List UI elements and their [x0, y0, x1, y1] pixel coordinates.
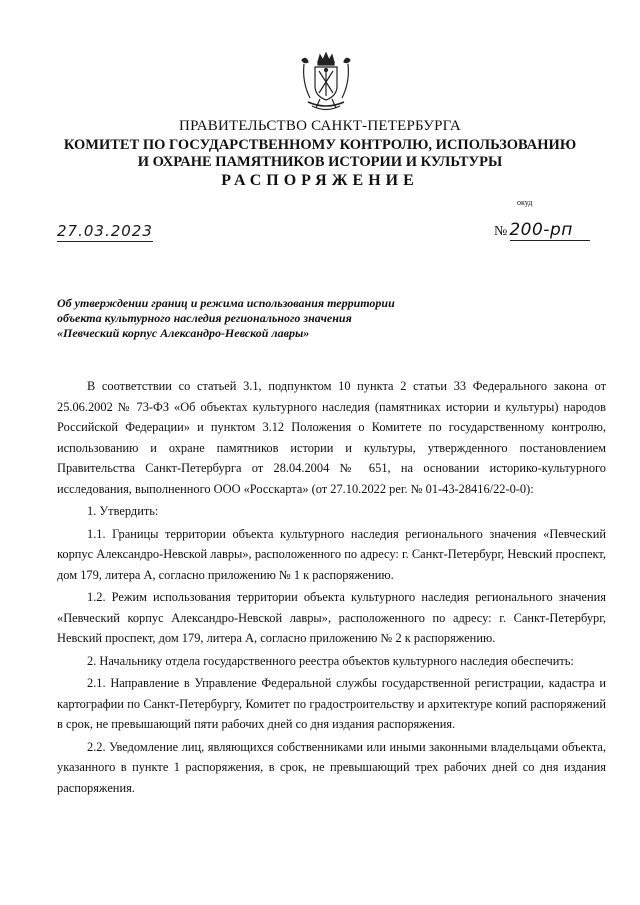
- committee-line-2: И ОХРАНЕ ПАМЯТНИКОВ ИСТОРИИ И КУЛЬТУРЫ: [137, 154, 503, 170]
- clause-2: 2. Начальнику отдела государственного реестра объектов культурного наследия обеспечить:: [87, 653, 574, 668]
- committee-line-1: КОМИТЕТ ПО ГОСУДАРСТВЕННОМУ КОНТРОЛЮ, ИСПОЛЬЗОВАНИЮ: [63, 137, 577, 153]
- clause-1-1: 1.1. Границы территории объекта культурного наследия регионального значения «Певческий корпус Александро-Невской лавры», расположенного по адресу: г. Санкт-Петербург, Невский проспект, дом 179, литера А, согласно приложению № 1 к распоряжению.: [57, 526, 606, 582]
- number-sign: №: [494, 224, 508, 239]
- number-value: 200-рп: [509, 220, 573, 240]
- document-date: [57, 222, 153, 242]
- subject-line-3: «Певческий корпус Александро-Невской лавры»: [57, 326, 310, 340]
- document-body: [57, 376, 606, 800]
- coat-of-arms-icon: [298, 52, 354, 114]
- government-name: ПРАВИТЕЛЬСТВО САНКТ-ПЕТЕРБУРГА: [179, 118, 461, 134]
- document-subject: [57, 296, 457, 341]
- preamble-paragraph: В соответствии со статьей 3.1, подпунктом 10 пункта 2 статьи 33 Федерального закона от 25.06.2002 № 73-ФЗ «Об объектах культурного наследия (памятниках истории и культуры) народов Российской Федерации» и пунктом 3.12 Положения о Комитете по государственному контролю, использованию и охране памятников истории и культуры, утвержденного постановлением Правительства Санкт-Петербурга от 28.04.2004 № 651, на основании историко-культурного исследования, выполненного ООО «Росскарта» (от 27.10.2022 рег. № 01-43-28416/22-0-0):: [57, 379, 606, 496]
- subject-line-2: объекта культурного наследия регионального значения: [57, 311, 352, 325]
- date-underline: [57, 241, 153, 242]
- date-value: 27.03.2023: [57, 222, 153, 240]
- clause-2-2: 2.2. Уведомление лиц, являющихся собственниками или иными законными владельцами объекта, указанного в пункте 1 распоряжения, в срок, не превышающий трех рабочих дней со дня издания распоряжения.: [57, 739, 606, 795]
- document-type-title: РАСПОРЯЖЕНИЕ: [221, 172, 419, 189]
- subject-line-1: Об утверждении границ и режима использования территории: [57, 296, 395, 310]
- clause-1-2: 1.2. Режим использования территории объекта культурного наследия регионального значения «Певческий корпус Александро-Невской лавры», расположенного по адресу: г. Санкт-Петербург, Невский проспект, дом 179, литера А, согласно приложению № 2 к распоряжению.: [57, 590, 606, 645]
- committee-name: [0, 137, 640, 171]
- clause-1: 1. Утвердить:: [87, 504, 159, 518]
- document-number: [494, 220, 590, 240]
- okud-label: окуд: [517, 198, 533, 207]
- clause-2-1: 2.1. Направление в Управление Федеральной службы государственной регистрации, кадастра и картографии по Санкт-Петербургу, Комитет по градостроительству и архитектуре копий распоряжений в срок, не превышающий пяти рабочих дней со дня издания распоряжения.: [57, 676, 606, 731]
- number-underline: [510, 240, 590, 241]
